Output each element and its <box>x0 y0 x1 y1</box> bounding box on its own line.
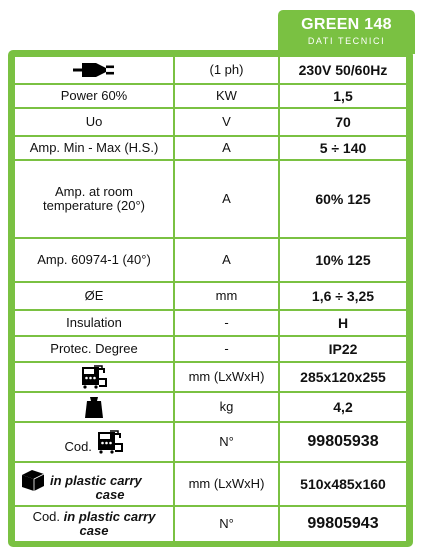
row-value: IP22 <box>279 336 407 362</box>
row-label <box>14 160 174 238</box>
row-label <box>14 506 174 542</box>
row-label <box>14 362 174 392</box>
row-unit: KW <box>174 84 279 108</box>
row-label <box>14 422 174 462</box>
row-unit: mm (LxWxH) <box>174 462 279 506</box>
row-label: Uo <box>14 108 174 136</box>
header-subtitle: DATI TECNICI <box>307 36 386 46</box>
row-label: Insulation <box>14 310 174 336</box>
table-row <box>14 56 407 84</box>
row-label-line: Amp. at room <box>54 184 134 199</box>
row-value: 60% 125 <box>279 160 407 238</box>
row-value: 230V 50/60Hz <box>279 56 407 84</box>
table-row <box>14 506 407 542</box>
row-value: 1,5 <box>279 84 407 108</box>
table-row <box>14 84 407 108</box>
row-unit: N° <box>174 422 279 462</box>
spec-sheet <box>8 50 413 547</box>
table-row <box>14 136 407 160</box>
row-label: Amp. Min - Max (H.S.) <box>14 136 174 160</box>
table-row <box>14 336 407 362</box>
table-row <box>14 362 407 392</box>
row-value: 1,6 ÷ 3,25 <box>279 282 407 310</box>
welder-icon <box>80 365 108 389</box>
model-header-tab <box>278 10 415 54</box>
row-label <box>14 392 174 422</box>
model-name: GREEN 148 <box>301 16 392 33</box>
row-unit: mm (LxWxH) <box>174 362 279 392</box>
row-unit: - <box>174 310 279 336</box>
power-plug-icon <box>72 60 116 80</box>
table-row <box>14 238 407 282</box>
table-row <box>14 160 407 238</box>
row-label-line: in plastic carry <box>50 473 142 488</box>
row-unit: A <box>174 238 279 282</box>
table-row <box>14 392 407 422</box>
row-label: ØE <box>14 282 174 310</box>
row-value: 285x120x255 <box>279 362 407 392</box>
row-value: 99805938 <box>279 422 407 462</box>
spec-table <box>13 55 408 543</box>
row-label-line: case <box>95 487 125 502</box>
row-label: Amp. 60974-1 (40°) <box>14 238 174 282</box>
row-unit: - <box>174 336 279 362</box>
row-unit: N° <box>174 506 279 542</box>
weight-icon <box>84 395 104 419</box>
row-value: 70 <box>279 108 407 136</box>
row-unit: kg <box>174 392 279 422</box>
carry-case-icon <box>20 468 46 492</box>
table-row <box>14 462 407 506</box>
row-label-line: case <box>79 523 109 538</box>
row-label: Power 60% <box>14 84 174 108</box>
row-label <box>14 462 174 506</box>
row-label-line: in plastic carry <box>63 509 156 524</box>
row-value: 10% 125 <box>279 238 407 282</box>
row-value: 99805943 <box>279 506 407 542</box>
row-label-line: temperature (20°) <box>42 198 146 213</box>
welder-icon <box>96 430 124 454</box>
row-unit: V <box>174 108 279 136</box>
row-value: 510x485x160 <box>279 462 407 506</box>
row-unit: (1 ph) <box>174 56 279 84</box>
table-row <box>14 282 407 310</box>
table-row <box>14 108 407 136</box>
row-label-prefix: Cod. <box>32 509 61 524</box>
table-row <box>14 422 407 462</box>
row-label: Protec. Degree <box>14 336 174 362</box>
row-value: H <box>279 310 407 336</box>
row-unit: A <box>174 136 279 160</box>
table-row <box>14 310 407 336</box>
row-value: 4,2 <box>279 392 407 422</box>
row-unit: mm <box>174 282 279 310</box>
row-unit: A <box>174 160 279 238</box>
row-label <box>14 56 174 84</box>
row-value: 5 ÷ 140 <box>279 136 407 160</box>
row-label-text: Cod. <box>64 439 92 454</box>
